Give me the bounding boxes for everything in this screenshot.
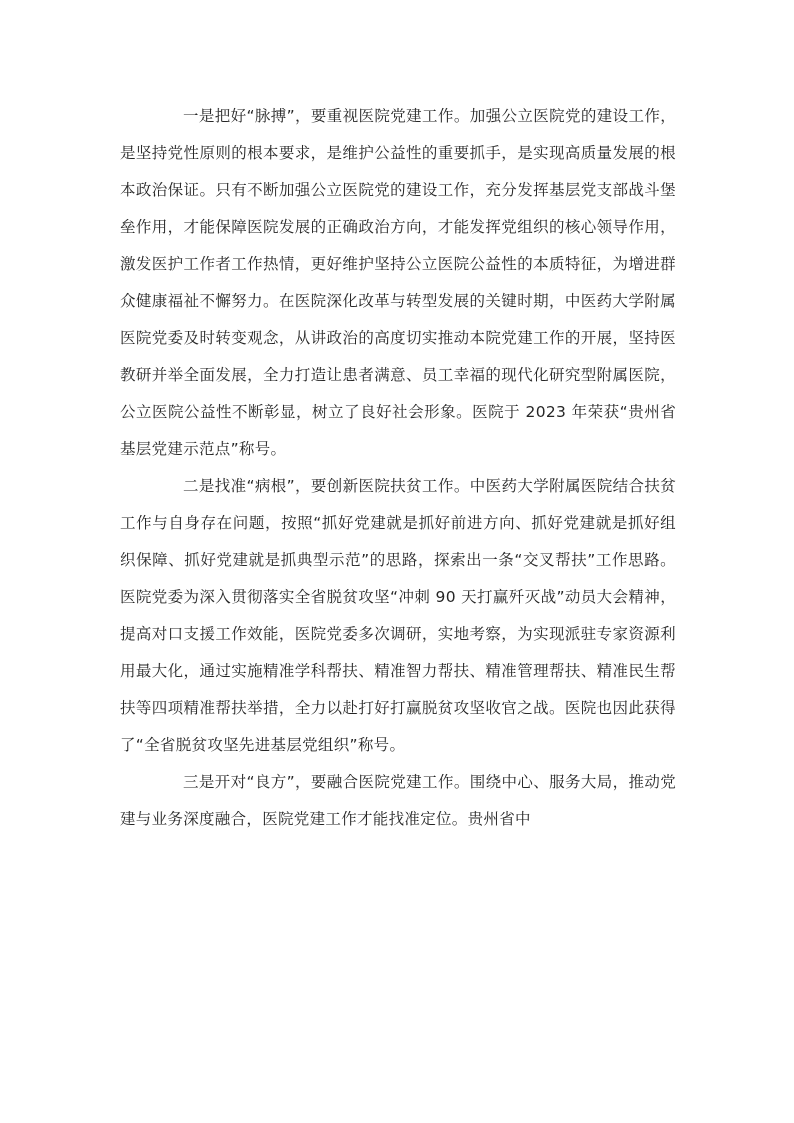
paragraph-1: 一是把好“脉搏”，要重视医院党建工作。加强公立医院党的建设工作，是坚持党性原则的根本要求，是维护公益性的重要抓手，是实现高质量发展的根本政治保证。只有不断加强公立医院党的建设工作，充分发挥基层党支部战斗堡垒作用，才能保障医院发展的正确政治方向，才能发挥党组织的核心领导作用，激发医护工作者工作热情，更好维护坚持公立医院公益性的本质特征，为增进群众健康福祉不懈努力。在医院深化改革与转型发展的关键时期，中医药大学附属医院党委及时转变观念，从讲政治的高度切实推动本院党建工作的开展，坚持医教研并举全面发展，全力打造让患者满意、员工幸福的现代化研究型附属医院，公立医院公益性不断彰显，树立了良好社会形象。医院于 2023 年荣获“贵州省基层党建示范点”称号。 [120, 107, 676, 458]
paragraph-3: 三是开对“良方”，要融合医院党建工作。围绕中心、服务大局，推动党建与业务深度融合，医院党建工作才能找准定位。贵州省中 [120, 773, 676, 828]
paragraph-2: 二是找准“病根”，要创新医院扶贫工作。中医药大学附属医院结合扶贫工作与自身存在问题，按照“抓好党建就是抓好前进方向、抓好党建就是抓好组织保障、抓好党建就是抓典型示范”的思路，探索出一条“交叉帮扶”工作思路。医院党委为深入贯彻落实全省脱贫攻坚“冲刺 90 天打赢歼灭战”动员大会精神，提高对口支援工作效能，医院党委多次调研，实地考察，为实现派驻专家资源利用最大化，通过实施精准学科帮扶、精准智力帮扶、精准管理帮扶、精准民生帮扶等四项精准帮扶举措，全力以赴打好打赢脱贫攻坚收官之战。医院也因此获得了“全省脱贫攻坚先进基层党组织”称号。 [120, 477, 676, 754]
document-body [120, 98, 676, 838]
